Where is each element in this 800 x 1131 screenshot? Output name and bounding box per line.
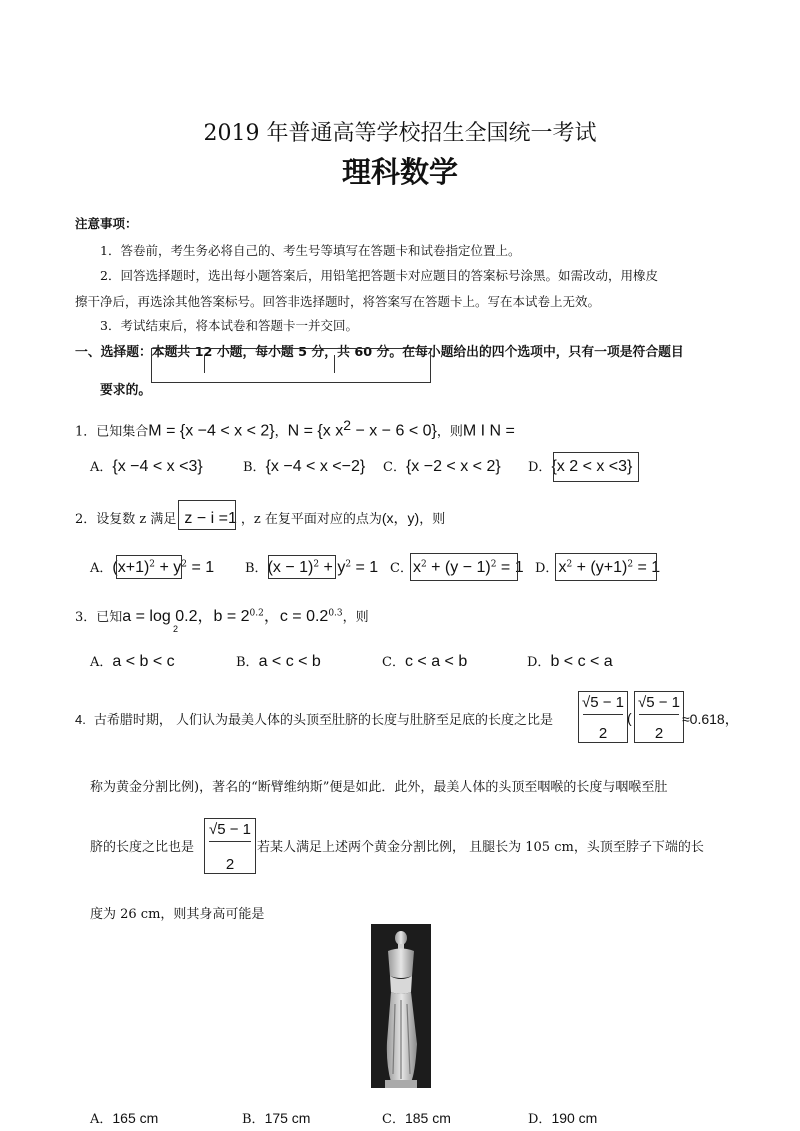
q3-c: ，c = 0.2	[263, 608, 329, 625]
q3-option-b	[236, 651, 321, 671]
fraction-bar	[639, 714, 679, 715]
notice-item-3: 3．考试结束后，将本试卷和答题卡一并交回。	[100, 318, 358, 333]
fraction-denominator: 2	[598, 725, 608, 742]
q3-option-c	[382, 651, 467, 671]
fraction-numerator: √5 − 1	[637, 694, 680, 711]
option-label: A．	[90, 561, 113, 576]
option-label: B．	[236, 655, 259, 670]
notice-item-1: 1．答卷前，考生务必将自己的、考生号等填写在答题卡和试卷指定位置上。	[100, 243, 521, 258]
option-exp: 2	[420, 559, 427, 570]
option-text: (x+1)	[112, 559, 150, 576]
option-label: A．	[90, 655, 113, 670]
option-text: + y	[319, 559, 346, 576]
q3-c-exp: 0.3	[328, 608, 343, 619]
option-label: D．	[535, 561, 559, 576]
subject-title: 理科数学	[341, 155, 458, 189]
option-text: 185 cm	[404, 1110, 451, 1126]
q1-number: 1．	[75, 424, 97, 440]
q2-condition-frame	[178, 500, 236, 530]
option-exp: 2	[627, 559, 634, 570]
option-exp: 2	[181, 559, 187, 570]
option-text: b < c < a	[550, 653, 613, 670]
section-heading-cont: 要求的。	[100, 383, 152, 398]
q4-line-4: 度为 26 cm，则其身高可能是	[90, 907, 265, 922]
q2-condition: z − i =1	[184, 510, 237, 527]
q3-log-base: 2	[173, 624, 179, 634]
option-text: {x −4 < x <3}	[112, 458, 203, 475]
q1-set-n-rest: − x − 6 < 0}	[351, 422, 437, 440]
option-label: D．	[528, 1112, 552, 1127]
q3-b-exp: 0.2	[249, 608, 264, 619]
frame-divider	[204, 355, 205, 373]
option-text: = 1	[496, 559, 524, 576]
q1-lead: 已知集合	[96, 424, 149, 440]
q2-mid: ，z 在复平面对应的点为	[240, 512, 382, 527]
q3-stem	[75, 603, 369, 626]
fraction-numerator: √5 − 1	[581, 694, 624, 711]
option-label: C．	[382, 1112, 405, 1127]
option-text: = 1	[633, 559, 661, 576]
exam-title: 2019 年普通高等学校招生全国统一考试	[203, 121, 597, 146]
q1-set-n-exp: 2	[343, 417, 351, 433]
option-exp: 2	[313, 559, 320, 570]
frame-divider	[334, 355, 335, 373]
q4-line-3a: 脐的长度之比也是	[90, 840, 195, 855]
option-label: A．	[90, 1112, 113, 1127]
q2-option-d-frame	[555, 553, 657, 581]
q2-tail: ，则	[419, 512, 446, 527]
option-text: {x −2 < x < 2}	[405, 458, 501, 475]
option-text: (x − 1)	[267, 559, 314, 576]
option-exp: 2	[490, 559, 497, 570]
q2-point: (x，y)	[381, 510, 420, 526]
notice-item-2: 2．回答选择题时，选出每小题答案后，用铅笔把答题卡对应题目的答案标号涂黑。如需改动，用橡皮	[100, 268, 658, 283]
option-label: B．	[245, 561, 268, 576]
q4-line-1	[75, 709, 553, 728]
option-text: 175 cm	[264, 1110, 311, 1126]
option-text: {x 2 < x <3}	[551, 458, 633, 475]
q4-line-3b: 若某人满足上述两个黄金分割比例， 且腿长为 105 cm，头顶至脖子下端的长	[257, 840, 704, 855]
golden-ratio-fraction	[634, 691, 684, 743]
option-label: B．	[243, 460, 266, 475]
option-label: C．	[390, 561, 413, 576]
q1-expr: M I N =	[462, 422, 515, 440]
q4-paren: (	[627, 710, 632, 726]
option-text: 190 cm	[551, 1110, 598, 1126]
q4-text: 古希腊时期， 人们认为最美人体的头顶至肚脐的长度与肚脐至足底的长度之比是	[93, 713, 553, 728]
notice-heading: 注意事项：	[75, 216, 138, 231]
option-text: a < c < b	[258, 653, 321, 670]
golden-ratio-fraction	[204, 818, 256, 874]
option-text: 165 cm	[112, 1110, 159, 1126]
q2-number: 2．	[75, 512, 97, 527]
q4-approx: ≈0.618，	[682, 711, 739, 727]
q4-option-c	[382, 1108, 451, 1127]
q4-number: 4.	[75, 712, 86, 727]
fraction-bar	[583, 714, 623, 715]
option-label: D．	[528, 460, 552, 475]
option-text: a < b < c	[112, 653, 175, 670]
fraction-numerator: √5 − 1	[208, 821, 251, 838]
q2-option-c-frame	[410, 553, 518, 581]
option-text: + (y+1)	[572, 559, 628, 576]
q3-option-a	[90, 651, 175, 671]
option-text: = 1	[351, 559, 379, 576]
q3-option-d	[527, 651, 613, 671]
option-text: + (y − 1)	[426, 559, 491, 576]
option-label: D．	[527, 655, 551, 670]
option-exp: 2	[566, 559, 573, 570]
section-heading: 一、选择题：本题共 12 小题，每小题 5 分，共 60 分。在每小题给出的四个选项中，只有一项是符合题目	[75, 345, 684, 360]
option-text: c < a < b	[404, 653, 468, 670]
q2-stem	[75, 508, 445, 528]
option-label: A．	[90, 460, 113, 475]
option-label: C．	[382, 655, 405, 670]
option-text: x	[412, 559, 421, 576]
q2-option-a-frame	[116, 555, 182, 579]
section-frame	[151, 348, 431, 383]
q1-stem	[75, 417, 515, 440]
q2-lead: 设复数 z 满足	[96, 512, 177, 527]
option-text: + y	[155, 559, 182, 576]
option-label: B．	[242, 1112, 265, 1127]
q3-tail: ，则	[342, 610, 369, 625]
q1-option-b	[243, 456, 365, 476]
q1-then: ，则	[436, 424, 463, 440]
q3-a: a = log 0.2	[122, 608, 198, 625]
q3-b: ，b = 2	[197, 608, 250, 625]
q1-set-n: N = {x x	[287, 422, 344, 440]
q1-set-m: M = {x −4 < x < 2}	[148, 422, 275, 440]
venus-de-milo-image	[371, 924, 431, 1088]
q4-option-d	[528, 1108, 597, 1127]
option-text: x	[558, 559, 567, 576]
q2-option-b-frame	[268, 555, 336, 579]
q1-option-d-frame	[553, 452, 639, 482]
q4-line-2: 称为黄金分割比例)，著名的“断臂维纳斯”便是如此．此外，最美人体的头顶至咽喉的长度与咽喉至肚	[90, 780, 668, 795]
fraction-bar	[209, 841, 251, 842]
golden-ratio-fraction	[578, 691, 628, 743]
q1-option-c	[383, 456, 501, 476]
statue-illustration	[371, 924, 431, 1088]
option-exp: 2	[345, 559, 352, 570]
notice-item-2-cont: 擦干净后，再选涂其他答案标号。回答非选择题时，将答案写在答题卡上。写在本试卷上无效。	[75, 294, 601, 309]
option-text: {x −4 < x <−2}	[265, 458, 366, 475]
q4-option-a	[90, 1108, 158, 1127]
q1-sep: ，	[274, 424, 288, 440]
q3-number: 3．	[75, 610, 97, 625]
q4-option-b	[242, 1108, 310, 1127]
option-label: C．	[383, 460, 406, 475]
fraction-denominator: 2	[654, 725, 664, 742]
option-text: = 1	[187, 559, 215, 576]
q3-lead: 已知	[96, 610, 123, 625]
option-exp: 2	[149, 559, 156, 570]
fraction-denominator: 2	[225, 856, 235, 873]
q1-option-a	[90, 456, 203, 476]
